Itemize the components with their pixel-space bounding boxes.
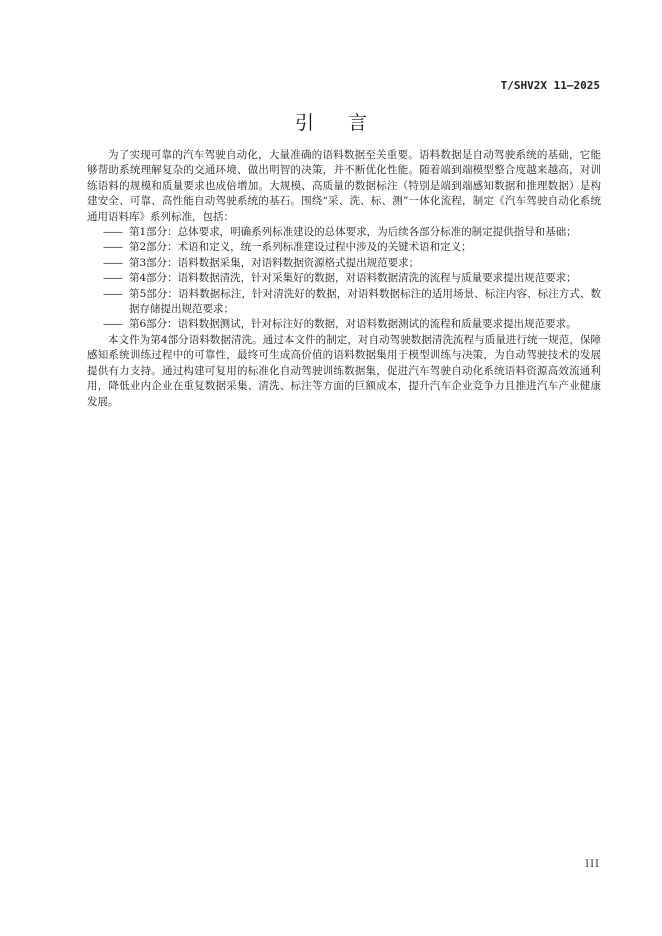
closing-paragraph: 本文件为第4部分语料数据清洗。通过本文件的制定，对自动驾驶数据清洗流程与质量进行统一规范，保障感知系统训练过程中的可靠性，最终可生成高价值的语料数据集用于模型训练与决策，为自动驾驶技术的发展提供有力支持。通过构建可复用的标准化自动驾驶训练数据集，促进汽车驾驶自动化系统语料资源高效流通利用，降低业内企业在重复数据采集、清洗、标注等方面的巨额成本，提升汽车企业竞争力且推进汽车产业健康发展。 — [87, 333, 601, 408]
intro-paragraph: 为了实现可靠的汽车驾驶自动化，大量准确的语料数据至关重要。语料数据是自动驾驶系统的基础，它能够帮助系统理解复杂的交通环境、做出明智的决策，并不断优化性能。随着端到端模型整合度越来越高，对训练语料的规模和质量要求也成倍增加。大规模、高质量的数据标注（特别是端到端感知数据和推理数据）是构建安全、可靠、高性能自动驾驶系统的基石。围绕“采、洗、标、测”一体化流程，制定《汽车驾驶自动化系统通用语料库》系列标准，包括： — [87, 149, 601, 223]
list-item-text: 第4部分：语料数据清洗，针对采集好的数据，对语料数据清洗的流程与质量要求提出规范要求； — [129, 272, 577, 285]
list-item-part-3 — [87, 256, 601, 271]
list-item-part-5 — [87, 287, 601, 318]
list-dash: —— — [103, 226, 122, 239]
page-title: 引言 — [294, 112, 401, 134]
list-item-text: 第6部分：语料数据测试，针对标注好的数据，对语料数据测试的流程和质量要求提出规范要求。 — [129, 318, 577, 331]
list-item-text: 第2部分：术语和定义，统一系列标准建设过程中涉及的关键术语和定义； — [129, 241, 472, 254]
list-item-text: 第1部分：总体要求，明确系列标准建设的总体要求，为后续各部分标准的制定提供指导和基础； — [129, 226, 577, 239]
list-item-text: 第3部分：语料数据采集，对语料数据资源格式提出规范要求； — [129, 256, 420, 269]
list-item-part-4 — [87, 271, 601, 286]
list-item-part-6 — [87, 317, 601, 332]
list-item-part-2 — [87, 240, 601, 255]
list-dash: —— — [103, 256, 122, 269]
list-dash: —— — [103, 318, 122, 331]
document-body — [87, 148, 601, 410]
list-dash: —— — [103, 272, 122, 285]
list-dash: —— — [103, 241, 122, 254]
list-item-part-1 — [87, 225, 601, 240]
page-number: III — [585, 859, 600, 870]
document-code: T/SHV2X 11—2025 — [500, 79, 600, 92]
list-item-text: 第5部分：语料数据标注，针对清洗好的数据，对语料数据标注的适用场景、标注内容、标注方式、数据存储提出规范要求； — [129, 287, 601, 316]
list-dash: —— — [103, 287, 122, 300]
